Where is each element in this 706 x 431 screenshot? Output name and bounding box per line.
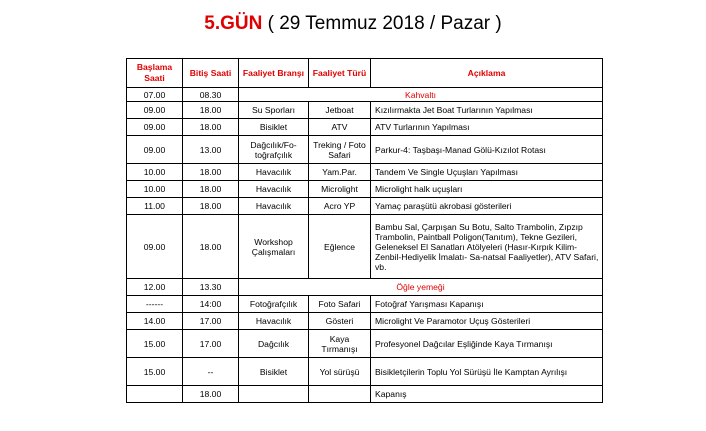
cell-end: 14:00 xyxy=(183,296,239,313)
cell-description: Kızılırmakta Jet Boat Turlarının Yapılması xyxy=(371,102,603,119)
cell-start: 09.00 xyxy=(127,119,183,136)
header-description: Açıklama xyxy=(371,59,603,88)
cell-start: 10.00 xyxy=(127,164,183,181)
header-start: Başlama Saati xyxy=(127,59,183,88)
table-row xyxy=(127,358,603,386)
cell-type: ATV xyxy=(309,119,371,136)
header-end: Bitiş Saati xyxy=(183,59,239,88)
page-title xyxy=(0,12,706,36)
cell-start xyxy=(127,386,183,403)
table-row xyxy=(127,102,603,119)
cell-start: 09.00 xyxy=(127,215,183,279)
cell-start: 07.00 xyxy=(127,88,183,102)
cell-end: 18.00 xyxy=(183,119,239,136)
table-row xyxy=(127,88,603,102)
header-branch: Faaliyet Branşı xyxy=(239,59,309,88)
cell-start: 10.00 xyxy=(127,181,183,198)
cell-start: 14.00 xyxy=(127,313,183,330)
table-row xyxy=(127,279,603,296)
cell-end: 18.00 xyxy=(183,164,239,181)
cell-description: Kahvaltı xyxy=(239,88,603,102)
cell-description: Bisikletçilerin Toplu Yol Sürüşü İle Kamptan Ayrılışı xyxy=(371,358,603,386)
cell-description: Yamaç paraşütü akrobasi gösterileri xyxy=(371,198,603,215)
table-row xyxy=(127,215,603,279)
cell-end: 18.00 xyxy=(183,215,239,279)
cell-type: Treking / Foto Safari xyxy=(309,136,371,164)
cell-branch: Workshop Çalışmaları xyxy=(239,215,309,279)
table-row xyxy=(127,330,603,358)
cell-type: Eğlence xyxy=(309,215,371,279)
cell-type: Gösteri xyxy=(309,313,371,330)
table-row xyxy=(127,136,603,164)
cell-description: Parkur-4: Taşbaşı-Manad Gölü-Kızılot Rotası xyxy=(371,136,603,164)
cell-type xyxy=(309,386,371,403)
cell-branch: Havacılık xyxy=(239,313,309,330)
cell-branch: Su Sporları xyxy=(239,102,309,119)
cell-end: 18.00 xyxy=(183,386,239,403)
cell-description: Bambu Sal, Çarpışan Su Botu, Salto Trambolin, Zıpzıp Trambolin, Paintball Poligon(Tanıtım), Tekne Gezileri, Geleneksel El Sanatları Atölyeleri (Hasır-Kırpık Kilim-Zenbil-Hediyelik İmalatı- Sa-natsal Faaliyetler), ATV Safari, vb. xyxy=(371,215,603,279)
table-row xyxy=(127,296,603,313)
cell-start: ------ xyxy=(127,296,183,313)
cell-branch: Havacılık xyxy=(239,164,309,181)
table-row xyxy=(127,386,603,403)
table-row xyxy=(127,181,603,198)
cell-type: Kaya Tırmanışı xyxy=(309,330,371,358)
cell-end: 08.30 xyxy=(183,88,239,102)
cell-description: Fotoğraf Yarışması Kapanışı xyxy=(371,296,603,313)
cell-end: 17.00 xyxy=(183,330,239,358)
table-row xyxy=(127,119,603,136)
cell-type: Yol sürüşü xyxy=(309,358,371,386)
cell-branch: Fotoğrafçılık xyxy=(239,296,309,313)
cell-branch: Havacılık xyxy=(239,198,309,215)
cell-end: 18.00 xyxy=(183,198,239,215)
cell-type: Jetboat xyxy=(309,102,371,119)
header-type: Faaliyet Türü xyxy=(309,59,371,88)
cell-end: 17.00 xyxy=(183,313,239,330)
cell-type: Yam.Par. xyxy=(309,164,371,181)
cell-start: 09.00 xyxy=(127,102,183,119)
table-row xyxy=(127,198,603,215)
cell-type: Foto Safari xyxy=(309,296,371,313)
cell-end: 13.30 xyxy=(183,279,239,296)
cell-start: 12.00 xyxy=(127,279,183,296)
cell-end: -- xyxy=(183,358,239,386)
cell-branch: Dağcılık/Fo-toğrafçılık xyxy=(239,136,309,164)
schedule-table xyxy=(126,58,603,403)
cell-end: 13.00 xyxy=(183,136,239,164)
day-label: 5.GÜN xyxy=(204,13,263,34)
cell-type: Acro YP xyxy=(309,198,371,215)
cell-description: Kapanış xyxy=(371,386,603,403)
cell-description: Öğle yemeği xyxy=(239,279,603,296)
cell-type: Microlight xyxy=(309,181,371,198)
cell-description: Tandem Ve Single Uçuşları Yapılması xyxy=(371,164,603,181)
cell-start: 11.00 xyxy=(127,198,183,215)
table-row xyxy=(127,313,603,330)
cell-branch: Dağcılık xyxy=(239,330,309,358)
header-row xyxy=(127,59,603,88)
cell-end: 18.00 xyxy=(183,181,239,198)
cell-description: Profesyonel Dağcılar Eşliğinde Kaya Tırmanışı xyxy=(371,330,603,358)
cell-description: Microlight halk uçuşları xyxy=(371,181,603,198)
cell-start: 15.00 xyxy=(127,358,183,386)
table-row xyxy=(127,164,603,181)
cell-start: 15.00 xyxy=(127,330,183,358)
cell-branch: Bisiklet xyxy=(239,119,309,136)
cell-branch: Havacılık xyxy=(239,181,309,198)
cell-branch: Bisiklet xyxy=(239,358,309,386)
date-label: ( 29 Temmuz 2018 / Pazar ) xyxy=(267,13,502,34)
cell-start: 09.00 xyxy=(127,136,183,164)
cell-end: 18.00 xyxy=(183,102,239,119)
cell-description: ATV Turlarının Yapılması xyxy=(371,119,603,136)
cell-branch xyxy=(239,386,309,403)
cell-description: Microlight Ve Paramotor Uçuş Gösterileri xyxy=(371,313,603,330)
